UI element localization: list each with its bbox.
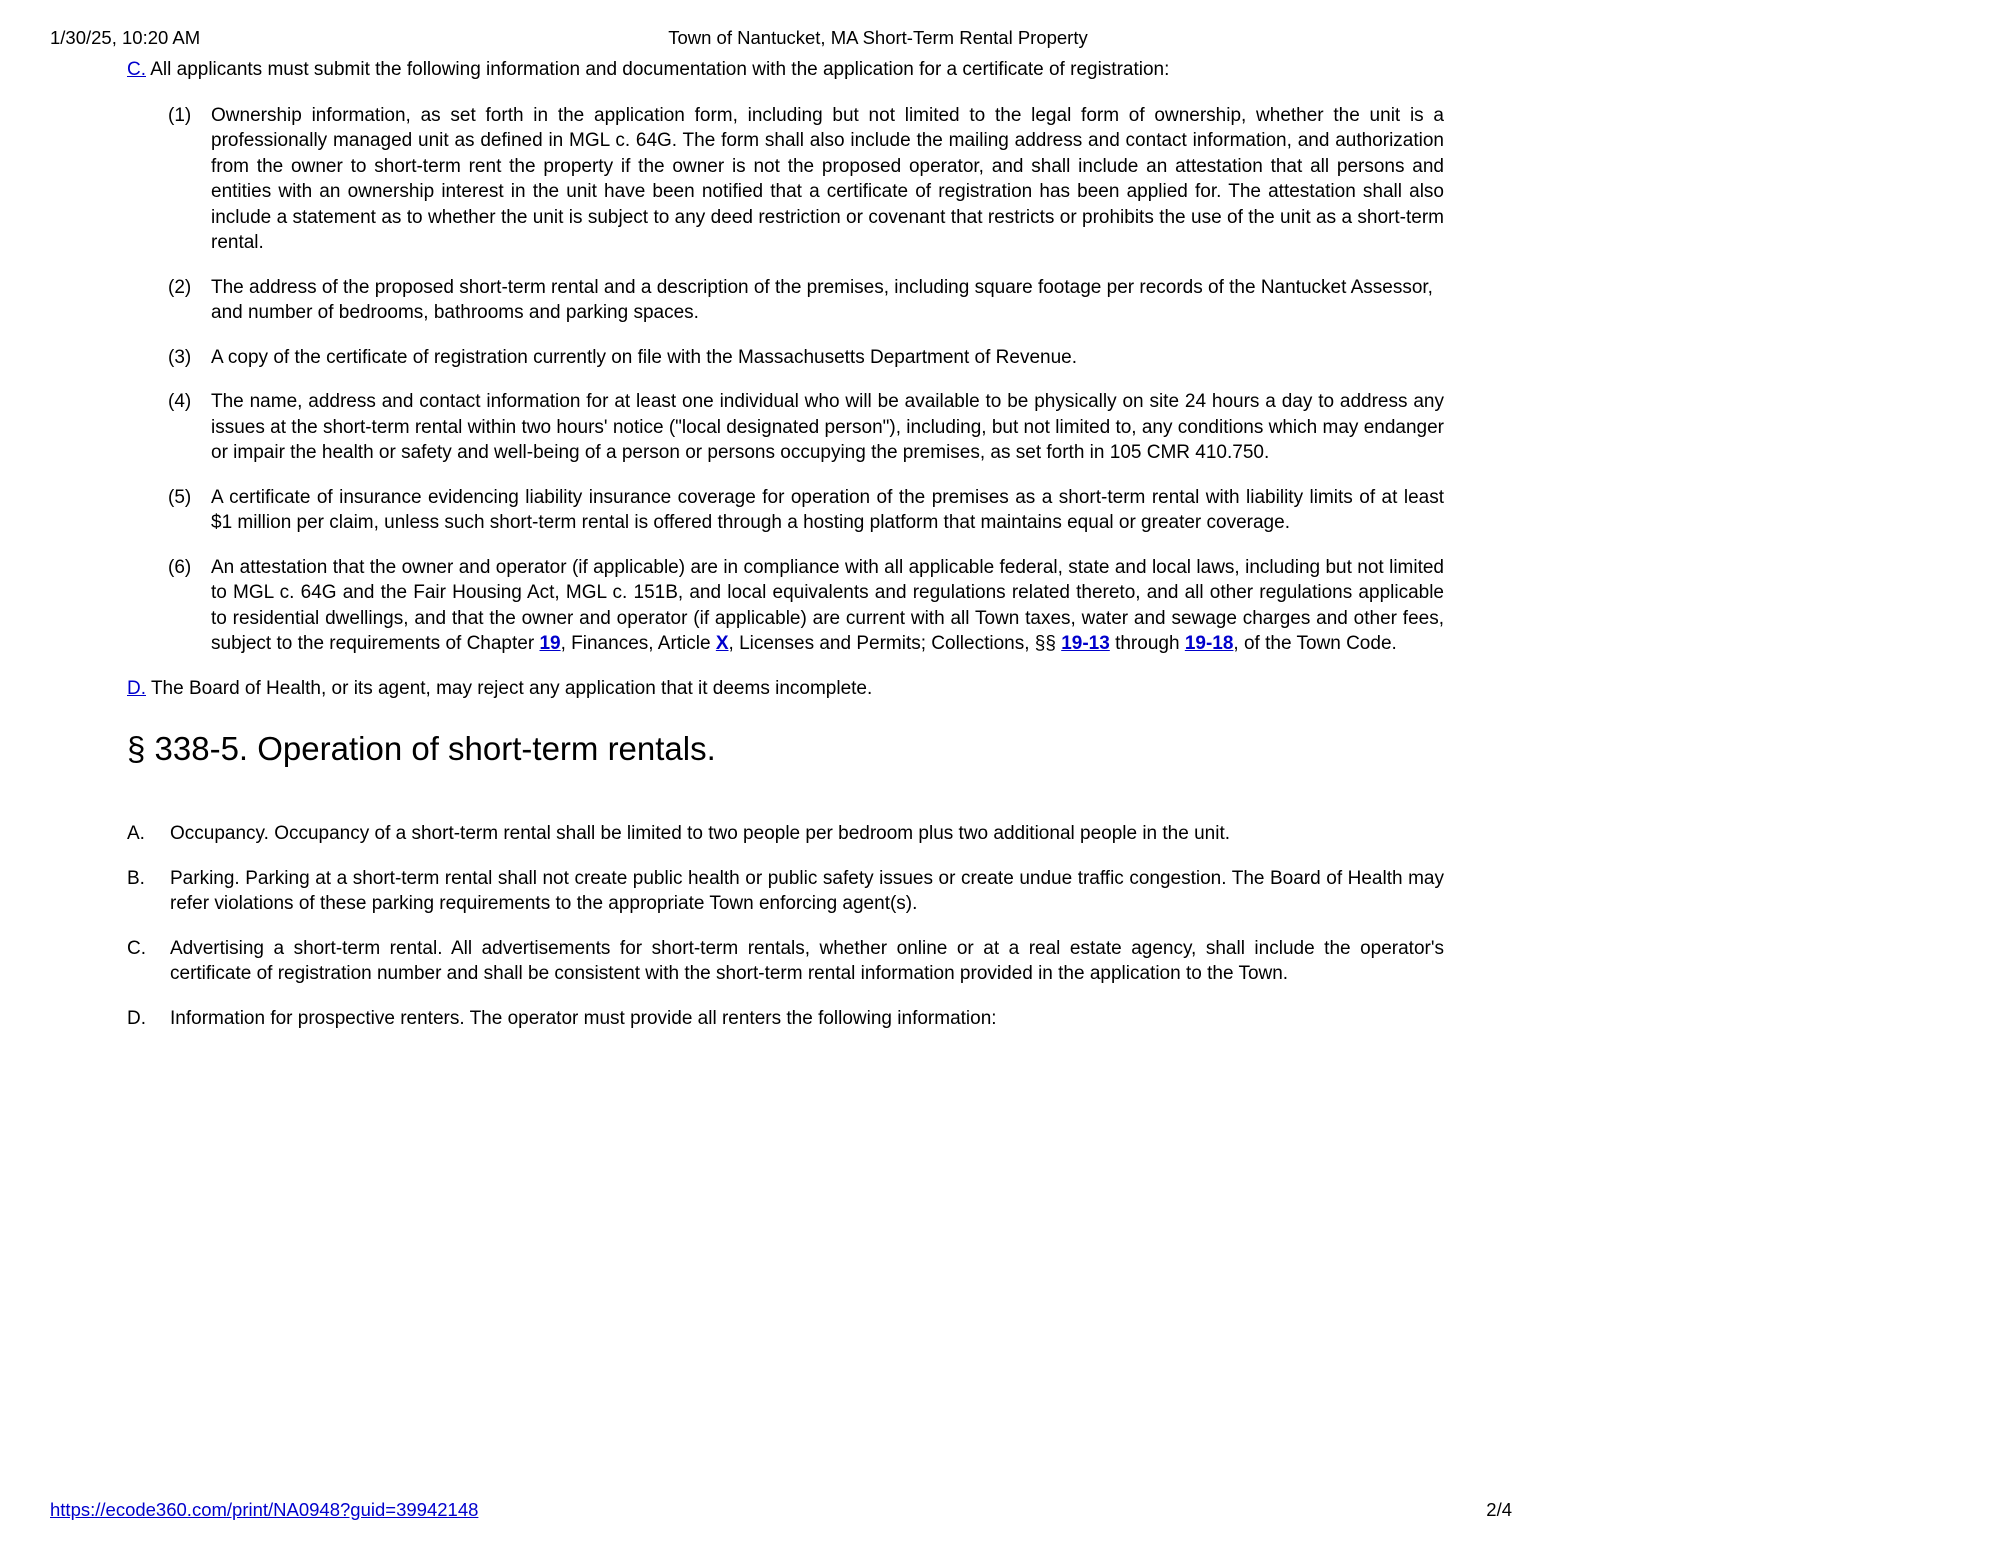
item-text: Information for prospective renters. The operator must provide all renters the following information: xyxy=(170,1007,997,1029)
print-footer xyxy=(50,1499,1512,1521)
item-number: (5) xyxy=(168,486,192,508)
item-text xyxy=(211,555,1444,657)
chapter-19-link[interactable]: 19 xyxy=(539,633,561,654)
item-number: (2) xyxy=(168,276,192,298)
numbered-item-6 xyxy=(127,555,1444,657)
item-number: (3) xyxy=(168,346,192,368)
item-number: (4) xyxy=(168,391,192,412)
item6-text-part: , of the Town Code. xyxy=(1233,633,1397,654)
item-letter: A. xyxy=(127,823,145,844)
item-d xyxy=(127,676,1444,702)
item-c-text: All applicants must submit the following information and documentation with the application for a certificate of registration: xyxy=(150,59,1170,80)
item6-text-part: , Licenses and Permits; Collections, §§ xyxy=(728,633,1062,654)
item-letter: B. xyxy=(127,867,145,889)
item-text: Occupancy. Occupancy of a short-term rental shall be limited to two people per bedroom plus two additional people in the unit. xyxy=(170,823,1231,844)
item-text: The name, address and contact information for at least one individual who will be available to be physically on site 24 hours a day to address any issues at the short-term rental within two hours' notice ("local designated person"), including, but not limited to, any conditions which may endanger or impair the health or safety and well-being of a person or persons occupying the premises, as set forth in 105 CMR 410.750. xyxy=(211,391,1444,463)
item6-text-part: through xyxy=(1109,633,1185,654)
numbered-item-1 xyxy=(127,103,1444,256)
item6-text-part: An attestation that the owner and operator (if applicable) are in compliance with all applicable federal, state and local laws, including but not limited to MGL c. 64G and the Fair Housing Act, MGL c. 151B, and local equivalents and regulations related thereto, and all other regulations applicable to residential dwellings, and that the owner and operator (if applicable) are current with all Town taxes, water and sewage charges and other fees, subject to the requirements of Chapter xyxy=(211,556,1444,654)
page-number: 2/4 xyxy=(1486,1499,1512,1520)
item-letter: C. xyxy=(127,937,146,959)
article-x-link[interactable]: X xyxy=(715,633,729,654)
header-title: Town of Nantucket, MA Short-Term Rental Property xyxy=(668,27,1088,48)
item-text: Advertising a short-term rental. All advertisements for short-term rentals, whether online or at a real estate agency, shall include the operator's certificate of registration number and shall be consistent with the short-term rental information provided in the application to the Town. xyxy=(170,937,1444,984)
header-datetime: 1/30/25, 10:20 AM xyxy=(50,27,201,48)
lettered-item-b xyxy=(127,866,1444,917)
item-text: A certificate of insurance evidencing liability insurance coverage for operation of the premises as a short-term rental with liability limits of at least $1 million per claim, unless such short-term rental is offered through a hosting platform that maintains equal or greater coverage. xyxy=(211,486,1444,533)
lettered-item-a xyxy=(127,821,1444,847)
section-19-13-link[interactable]: 19-13 xyxy=(1061,633,1110,654)
numbered-item-2 xyxy=(127,275,1444,326)
item-text: The address of the proposed short-term rental and a description of the premises, including square footage per records of the Nantucket Assessor, and number of bedrooms, bathrooms and parking spaces. xyxy=(211,276,1433,323)
item-d-text: The Board of Health, or its agent, may reject any application that it deems incomplete. xyxy=(150,677,873,699)
item-text: Parking. Parking at a short-term rental shall not create public health or public safety issues or create undue traffic congestion. The Board of Health may refer violations of these parking requirements to the appropriate Town enforcing agent(s). xyxy=(170,867,1444,914)
numbered-item-5 xyxy=(127,485,1444,536)
item-text: Ownership information, as set forth in the application form, including but not limited to the legal form of ownership, whether the unit is a professionally managed unit as defined in MGL c. 64G. The form shall also include the mailing address and contact information, and authorization from the owner to short-term rent the property if the owner is not the proposed operator, and shall include an attestation that all persons and entities with an ownership interest in the unit have been notified that a certificate of registration has been applied for. The attestation shall also include a statement as to whether the unit is subject to any deed restriction or covenant that restricts or prohibits the use of the unit as a short-term rental. xyxy=(211,104,1444,253)
item-c xyxy=(127,57,1444,83)
section-heading: § 338-5. Operation of short-term rentals. xyxy=(127,730,716,767)
item6-text-part: , Finances, Article xyxy=(560,633,716,654)
lettered-item-c xyxy=(127,936,1444,987)
numbered-item-4 xyxy=(127,389,1444,466)
item-text: A copy of the certificate of registration currently on file with the Massachusetts Department of Revenue. xyxy=(211,346,1077,368)
document-content xyxy=(127,57,1444,1050)
numbered-item-3 xyxy=(127,345,1444,371)
footer-url-link[interactable]: https://ecode360.com/print/NA0948?guid=39942148 xyxy=(50,1499,479,1520)
section-19-18-link[interactable]: 19-18 xyxy=(1184,633,1234,654)
item-number: (6) xyxy=(168,556,192,578)
item-letter: D. xyxy=(127,1007,146,1029)
item-number: (1) xyxy=(168,104,192,126)
item-d-label-link[interactable]: D. xyxy=(127,677,146,699)
item-c-label-link[interactable]: C. xyxy=(127,59,146,80)
lettered-item-d xyxy=(127,1006,1444,1032)
